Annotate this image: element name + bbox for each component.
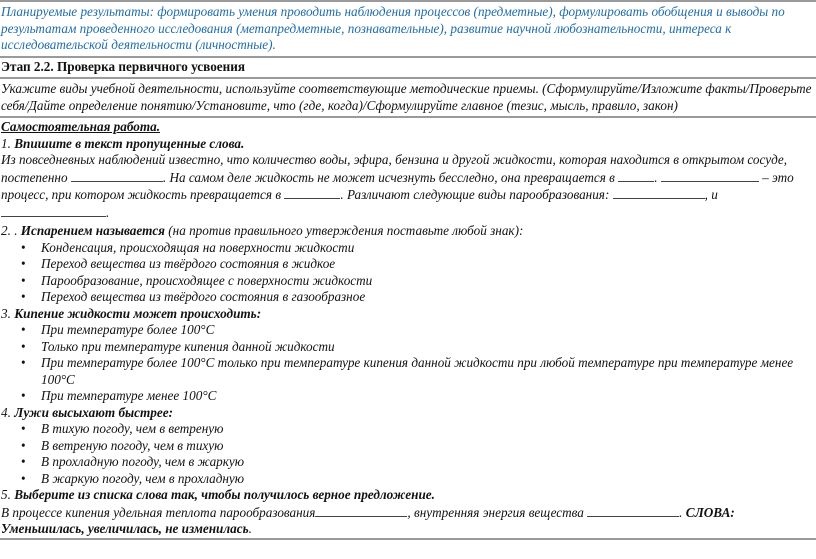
bullet-icon: • bbox=[21, 388, 26, 403]
bullet-icon: • bbox=[21, 322, 26, 337]
option-label: В тихую погоду, чем в ветреную bbox=[41, 421, 224, 436]
q1-blank-2[interactable] bbox=[618, 169, 654, 182]
option-item[interactable] bbox=[21, 289, 814, 306]
stage-instruction-text: Укажите виды учебной деятельности, используйте соответствующие методические приемы. (Сформулируйте/Изложите факты/Проверьте себя/Дайте определение понятию/Установите, что (где, когда)/Сформулируйте главное (тезис, мысль, правило, закон) bbox=[1, 81, 812, 113]
question-4-options bbox=[1, 421, 814, 487]
planned-results-text: Планируемые результаты: формировать умения проводить наблюдения процессов (предметные), формулировать обобщения и выводы по результатам проведенного исследования (метапредметные, познавательные), развитие научной любознательности, интереса к исследовательской деятельности (личностные). bbox=[1, 4, 785, 52]
bullet-icon: • bbox=[21, 437, 26, 453]
q1-text-part: . Различают следующие виды парообразования: bbox=[340, 187, 610, 202]
q1-text-part: . bbox=[654, 169, 658, 185]
question-3 bbox=[1, 306, 814, 405]
option-item[interactable] bbox=[21, 322, 814, 339]
question-2-title: Испарением называется bbox=[20, 223, 165, 238]
option-label: В прохладную погоду, чем в жаркую bbox=[41, 454, 245, 469]
question-4-number: 4. bbox=[1, 404, 11, 420]
q1-text-part: Из повседневных наблюдений известно, что количество воды, эфира, бензина и другой жидкости, которая находится в открытом сосуде, постепенно bbox=[1, 152, 788, 185]
independent-work-section bbox=[0, 118, 816, 540]
q1-text-part: , и bbox=[704, 187, 718, 202]
q1-blank-4[interactable] bbox=[284, 186, 340, 199]
q1-blank-5[interactable] bbox=[613, 186, 705, 199]
bullet-icon: • bbox=[21, 289, 26, 304]
q1-text-part: . bbox=[106, 204, 110, 220]
option-item[interactable] bbox=[21, 355, 814, 388]
q1-blank-1[interactable] bbox=[71, 169, 163, 182]
option-item[interactable] bbox=[21, 454, 814, 471]
option-label: При температуре менее 100°C bbox=[41, 388, 217, 403]
question-5-text bbox=[1, 504, 814, 538]
question-2-options bbox=[1, 240, 814, 306]
bullet-icon: • bbox=[21, 256, 26, 271]
option-label: В жаркую погоду, чем в прохладную bbox=[41, 470, 245, 486]
q5-text-part: В процессе кипения удельная теплота парообразования bbox=[1, 504, 316, 520]
option-item[interactable] bbox=[21, 240, 814, 257]
bullet-icon: • bbox=[21, 355, 26, 370]
question-1-title: Впишите в текст пропущенные слова. bbox=[14, 135, 245, 151]
bullet-icon: • bbox=[21, 421, 26, 436]
option-item[interactable] bbox=[21, 273, 814, 290]
question-3-options bbox=[1, 322, 814, 405]
option-label: При температуре более 100°C bbox=[41, 322, 215, 337]
question-2-note: (на против правильного утверждения поставьте любой знак): bbox=[168, 223, 524, 238]
question-5-number: 5. bbox=[1, 487, 11, 502]
option-label: Переход вещества из твёрдого состояния в газообразное bbox=[41, 289, 366, 304]
option-label: Конденсация, происходящая на поверхности жидкости bbox=[41, 239, 355, 255]
planned-results bbox=[0, 0, 816, 58]
bullet-icon: • bbox=[21, 272, 26, 288]
q5-text-part: , внутренняя энергия вещества bbox=[407, 504, 584, 520]
stage-instruction bbox=[0, 79, 816, 118]
bullet-icon: • bbox=[21, 454, 26, 469]
option-label: Только при температуре кипения данной жидкости bbox=[41, 338, 335, 354]
question-5 bbox=[1, 487, 814, 538]
q1-text-part: . На самом деле жидкость не может исчезнуть бесследно, она превращается в bbox=[162, 169, 615, 185]
q5-blank-2[interactable] bbox=[587, 504, 679, 517]
independent-work-title: Самостоятельная работа. bbox=[1, 119, 161, 134]
option-item[interactable] bbox=[21, 421, 814, 438]
option-item[interactable] bbox=[21, 388, 814, 405]
q5-words-label: СЛОВА: bbox=[685, 504, 735, 520]
question-5-title: Выберите из списка слова так, чтобы получилось верное предложение. bbox=[14, 487, 435, 502]
q5-text-part: . bbox=[679, 504, 683, 520]
question-1-text bbox=[1, 152, 814, 221]
bullet-icon: • bbox=[21, 239, 26, 255]
option-label: Парообразование, происходящее с поверхности жидкости bbox=[41, 272, 373, 288]
option-label: При температуре более 100°C только при температуре кипения данной жидкости при любой температуре при температуре менее 100°C bbox=[41, 355, 794, 387]
option-item[interactable] bbox=[21, 339, 814, 356]
q1-blank-6[interactable] bbox=[1, 204, 106, 217]
question-1 bbox=[1, 136, 814, 222]
bullet-icon: • bbox=[21, 338, 26, 354]
q1-blank-3[interactable] bbox=[661, 169, 759, 182]
question-1-number: 1. bbox=[1, 135, 11, 151]
option-item[interactable] bbox=[21, 471, 814, 488]
option-item[interactable] bbox=[21, 256, 814, 273]
question-3-number: 3. bbox=[1, 305, 11, 321]
q5-text-part: . bbox=[248, 521, 252, 536]
stage-title: Этап 2.2. Проверка первичного усвоения bbox=[1, 58, 245, 74]
option-item[interactable] bbox=[21, 438, 814, 455]
question-2 bbox=[1, 223, 814, 306]
question-4-title: Лужи высыхают быстрее: bbox=[14, 404, 173, 420]
q5-blank-1[interactable] bbox=[315, 504, 407, 517]
stage-header bbox=[0, 58, 816, 80]
bullet-icon: • bbox=[21, 470, 26, 486]
option-label: В ветреную погоду, чем в тихую bbox=[41, 437, 224, 453]
option-label: Переход вещества из твёрдого состояния в жидкое bbox=[41, 256, 336, 271]
q5-words-list: Уменьшилась, увеличилась, не изменилась bbox=[1, 521, 249, 536]
question-4 bbox=[1, 405, 814, 488]
question-2-number: 2. . bbox=[1, 223, 18, 238]
question-3-title: Кипение жидкости может происходить: bbox=[14, 305, 262, 321]
q1-text-part: – это процесс, при котором жидкость превращается в bbox=[1, 169, 794, 202]
